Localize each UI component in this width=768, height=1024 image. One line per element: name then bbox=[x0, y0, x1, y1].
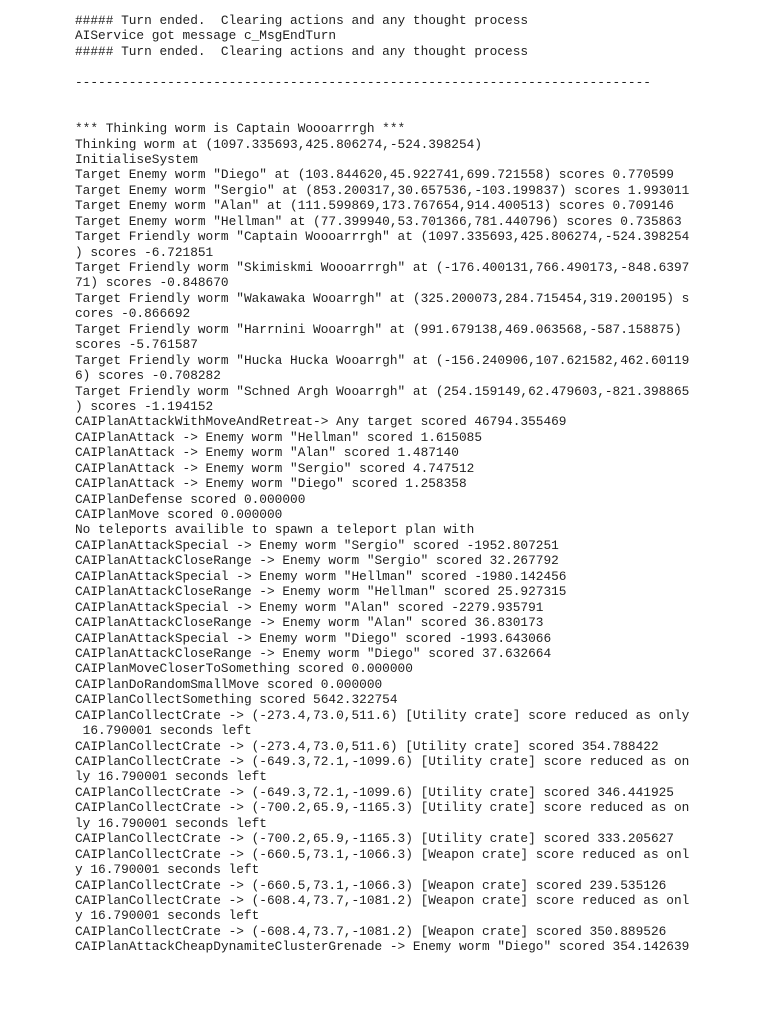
log-line: 6) scores -0.708282 bbox=[75, 368, 221, 384]
log-line: CAIPlanAttack -> Enemy worm "Hellman" scored 1.615085 bbox=[75, 429, 483, 445]
log-line: CAIPlanAttackSpecial -> Enemy worm "Alan" scored -2279.935791 bbox=[75, 599, 544, 615]
log-line: CAIPlanAttackSpecial -> Enemy worm "Sergio" scored -1952.807251 bbox=[75, 537, 559, 553]
log-line: CAIPlanAttackCloseRange -> Enemy worm "Sergio" scored 32.267792 bbox=[75, 553, 559, 569]
log-line: CAIPlanCollectCrate -> (-700.2,65.9,-1165.3) [Utility crate] score reduced as on bbox=[75, 800, 690, 816]
log-line: Target Friendly worm "Schned Argh Wooarrgh" at (254.159149,62.479603,-821.398865 bbox=[75, 383, 690, 399]
log-line: CAIPlanAttack -> Enemy worm "Sergio" scored 4.747512 bbox=[75, 460, 475, 476]
log-line: CAIPlanMoveCloserToSomething scored 0.000000 bbox=[75, 661, 413, 677]
log-line: Target Friendly worm "Captain Woooarrrgh" at (1097.335693,425.806274,-524.398254 bbox=[75, 229, 690, 245]
log-line: CAIPlanMove scored 0.000000 bbox=[75, 507, 283, 522]
log-line: CAIPlanCollectCrate -> (-649.3,72.1,-1099.6) [Utility crate] score reduced as on bbox=[75, 754, 690, 769]
log-line: Target Friendly worm "Harrnini Wooarrgh" at (991.679138,469.063568,-587.158875) bbox=[75, 321, 682, 337]
log-line: 16.790001 seconds left bbox=[75, 723, 252, 739]
log-line bbox=[75, 106, 755, 121]
log-line: ##### Turn ended. Clearing actions and any thought process bbox=[75, 13, 529, 28]
log-line: ) scores -6.721851 bbox=[75, 244, 214, 260]
log-line: Target Enemy worm "Sergio" at (853.200317,30.657536,-103.199837) scores 1.993011 bbox=[75, 182, 690, 198]
log-line: Target Enemy worm "Diego" at (103.844620,45.922741,699.721558) scores 0.770599 bbox=[75, 167, 674, 183]
log-line: CAIPlanAttack -> Enemy worm "Diego" scored 1.258358 bbox=[75, 476, 467, 492]
log-line: Target Friendly worm "Wakawaka Wooarrgh" at (325.200073,284.715454,319.200195) s bbox=[75, 290, 690, 306]
log-line: 71) scores -0.848670 bbox=[75, 275, 229, 291]
log-line: ly 16.790001 seconds left bbox=[75, 815, 267, 831]
log-line: No teleports availible to spawn a teleport plan with bbox=[75, 522, 475, 538]
log-line: CAIPlanCollectCrate -> (-273.4,73.0,511.6) [Utility crate] scored 354.788422 bbox=[75, 738, 659, 754]
log-line: CAIPlanCollectCrate -> (-608.4,73.7,-1081.2) [Weapon crate] scored 350.889526 bbox=[75, 923, 667, 939]
log-line: CAIPlanCollectCrate -> (-700.2,65.9,-1165.3) [Utility crate] scored 333.205627 bbox=[75, 831, 674, 847]
log-line: CAIPlanAttack -> Enemy worm "Alan" scored 1.487140 bbox=[75, 445, 459, 461]
log-line: --------------------------------------------------------------------------- bbox=[75, 74, 651, 90]
log-line: CAIPlanCollectCrate -> (-608.4,73.7,-1081.2) [Weapon crate] score reduced as onl bbox=[75, 892, 690, 908]
log-line: CAIPlanCollectCrate -> (-649.3,72.1,-1099.6) [Utility crate] scored 346.441925 bbox=[75, 784, 674, 800]
log-line: CAIPlanAttackSpecial -> Enemy worm "Diego" scored -1993.643066 bbox=[75, 630, 552, 646]
log-line: CAIPlanAttackCloseRange -> Enemy worm "Alan" scored 36.830173 bbox=[75, 615, 544, 631]
log-line: ##### Turn ended. Clearing actions and any thought process bbox=[75, 43, 529, 59]
log-line: CAIPlanCollectCrate -> (-273.4,73.0,511.6) [Utility crate] score reduced as only bbox=[75, 707, 690, 723]
log-line bbox=[75, 90, 755, 105]
log-line: Target Friendly worm "Skimiskmi Woooarrrgh" at (-176.400131,766.490173,-848.6397 bbox=[75, 260, 690, 275]
log-line: y 16.790001 seconds left bbox=[75, 908, 260, 924]
log-line: scores -5.761587 bbox=[75, 337, 198, 353]
log-line: CAIPlanCollectSomething scored 5642.322754 bbox=[75, 692, 398, 708]
log-line: Target Enemy worm "Alan" at (111.599869,173.767654,914.400513) scores 0.709146 bbox=[75, 198, 674, 214]
log-line: CAIPlanAttackCloseRange -> Enemy worm "Diego" scored 37.632664 bbox=[75, 645, 552, 661]
log-line: Target Enemy worm "Hellman" at (77.399940,53.701366,781.440796) scores 0.735863 bbox=[75, 213, 682, 229]
log-line: CAIPlanCollectCrate -> (-660.5,73.1,-1066.3) [Weapon crate] scored 239.535126 bbox=[75, 877, 667, 893]
log-line: y 16.790001 seconds left bbox=[75, 862, 260, 878]
log-line: *** Thinking worm is Captain Woooarrrgh *** bbox=[75, 121, 406, 137]
log-line: CAIPlanAttackCheapDynamiteClusterGrenade -> Enemy worm "Diego" scored 354.142639 bbox=[75, 939, 690, 955]
log-line: CAIPlanDefense scored 0.000000 bbox=[75, 491, 306, 507]
log-line: AIService got message c_MsgEndTurn bbox=[75, 28, 337, 44]
log-line: Target Friendly worm "Hucka Hucka Wooarrgh" at (-156.240906,107.621582,462.60119 bbox=[75, 352, 690, 368]
log-line: CAIPlanAttackCloseRange -> Enemy worm "Hellman" scored 25.927315 bbox=[75, 584, 567, 600]
log-line: cores -0.866692 bbox=[75, 306, 191, 322]
log-line: ) scores -1.194152 bbox=[75, 398, 214, 414]
log-line: CAIPlanAttackSpecial -> Enemy worm "Hellman" scored -1980.142456 bbox=[75, 568, 567, 584]
log-line: ly 16.790001 seconds left bbox=[75, 769, 267, 785]
log-line: CAIPlanCollectCrate -> (-660.5,73.1,-1066.3) [Weapon crate] score reduced as onl bbox=[75, 846, 690, 862]
log-line: CAIPlanDoRandomSmallMove scored 0.000000 bbox=[75, 676, 383, 692]
log-line bbox=[75, 59, 755, 74]
log-output bbox=[75, 13, 755, 955]
log-line: Thinking worm at (1097.335693,425.806274,-524.398254) bbox=[75, 136, 483, 152]
log-line: InitialiseSystem bbox=[75, 151, 198, 167]
log-line: CAIPlanAttackWithMoveAndRetreat-> Any target scored 46794.355469 bbox=[75, 414, 567, 430]
